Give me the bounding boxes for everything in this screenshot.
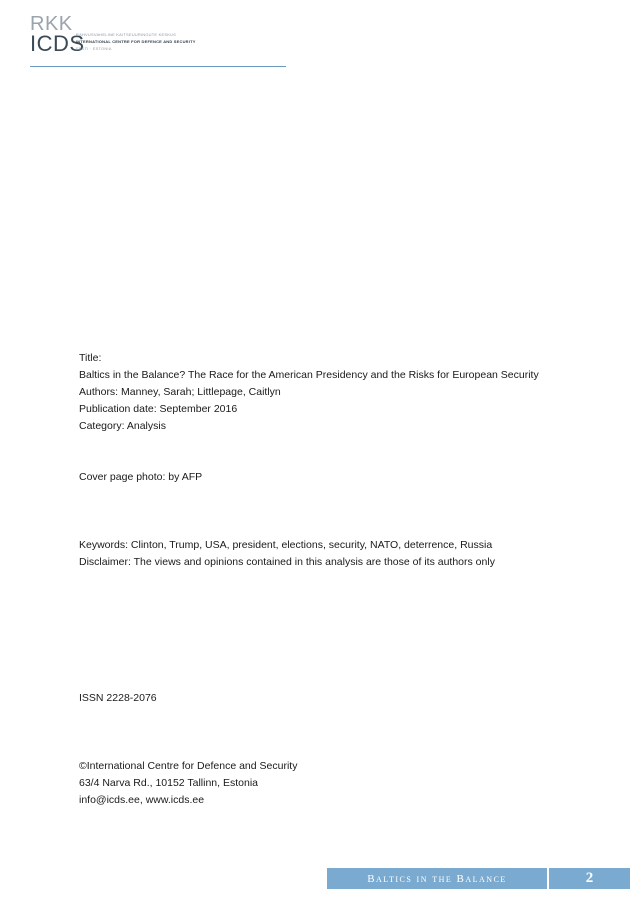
logo-english-name: INTERNATIONAL CENTRE FOR DEFENCE AND SECURITY [76,39,196,44]
contact-info: info@icds.ee, www.icds.ee [79,794,205,806]
logo-estonian-name: RAHVUSVAHELINE KAITSEUURINGUTE KESKUS [76,32,177,37]
keywords: Keywords: Clinton, Trump, USA, president, elections, security, NATO, deterrence, Russia [79,539,493,551]
footer-page-number: 2 [549,868,630,889]
logo-icds-text: ICDS [30,31,85,56]
issn: ISSN 2228-2076 [79,692,157,704]
category: Category: Analysis [79,420,166,432]
icds-logo [30,14,290,72]
address: 63/4 Narva Rd., 10152 Tallinn, Estonia [79,777,259,789]
authors: Authors: Manney, Sarah; Littlepage, Caitlyn [79,386,281,398]
logo-country: EESTI · ESTONIA [76,46,112,51]
document-title: Baltics in the Balance? The Race for the American Presidency and the Risks for European Security [79,369,539,381]
footer-running-title: Baltics in the Balance [327,868,547,889]
title-label: Title: [79,352,102,364]
copyright: ©International Centre for Defence and Security [79,760,298,772]
publication-date: Publication date: September 2016 [79,403,238,415]
logo-rkk-text: RKK [30,13,73,35]
document-metadata [79,350,579,809]
header-divider [30,66,286,67]
disclaimer: Disclaimer: The views and opinions contained in this analysis are those of its authors only [79,556,495,568]
cover-photo-credit: Cover page photo: by AFP [79,471,203,483]
